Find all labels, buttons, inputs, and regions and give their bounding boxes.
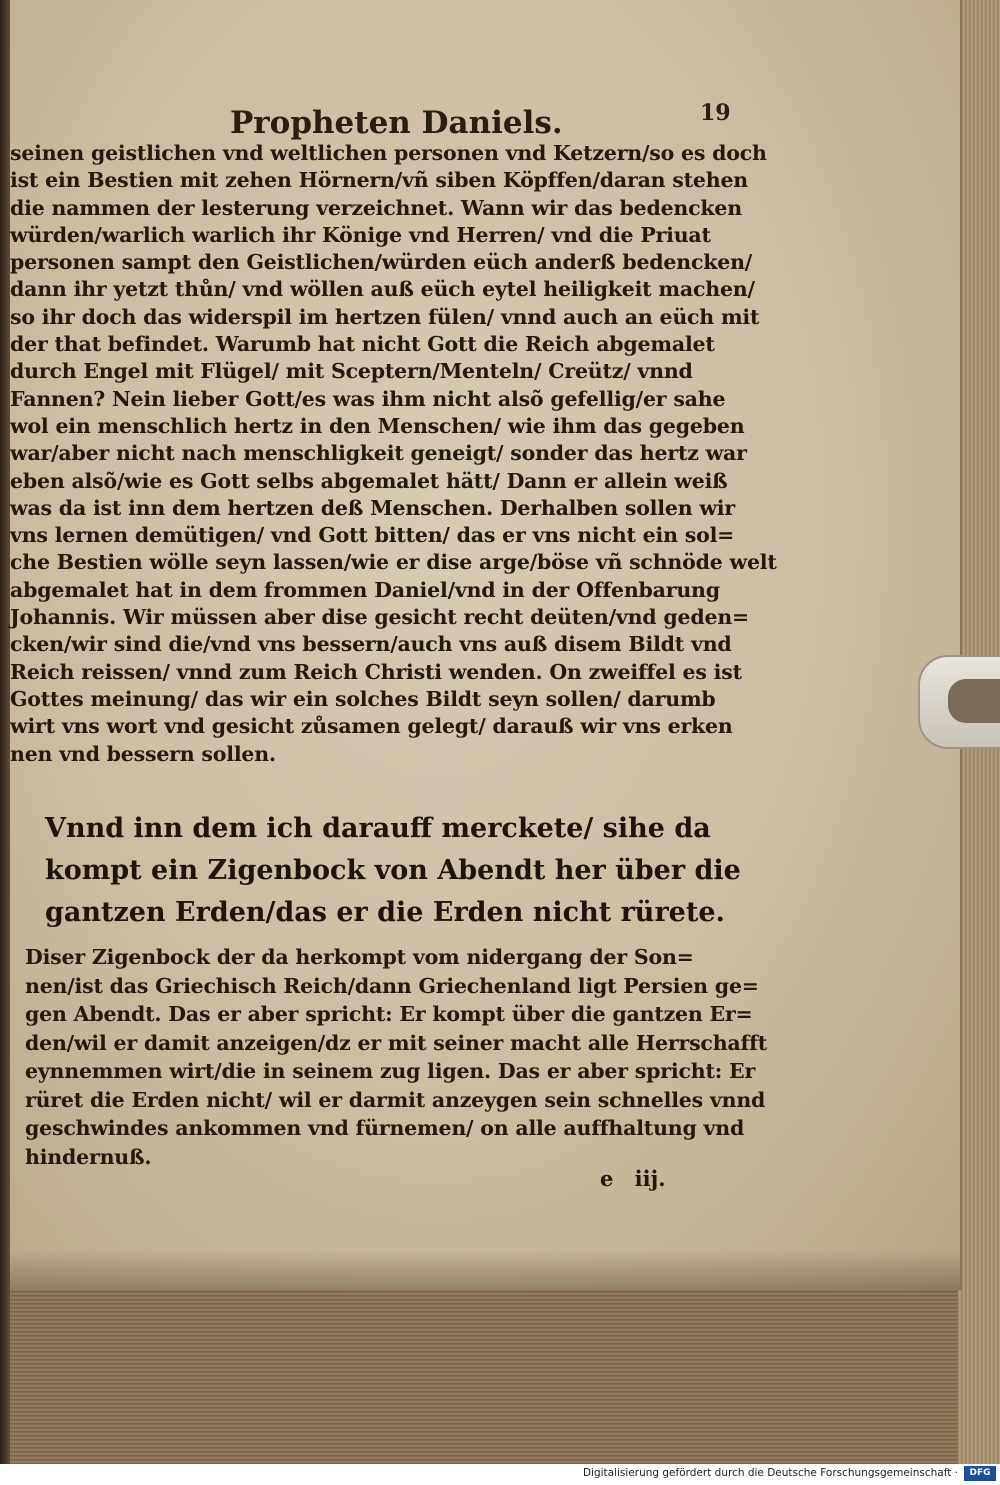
folio-number: 19 bbox=[700, 100, 731, 126]
commentary-line: den/wil er damit anzeigen/dz er mit seiner macht alle Herrschafft bbox=[25, 1030, 768, 1055]
commentary-paragraph bbox=[25, 943, 768, 1171]
dfg-logo: DFG bbox=[964, 1466, 996, 1481]
body-line: so ihr doch das widerspil im hertzen fülen/ vnnd auch an eüch mit bbox=[10, 304, 760, 329]
page-shadow bbox=[10, 1250, 960, 1290]
body-line: personen sampt den Geistlichen/würden eüch anderß bedencken/ bbox=[10, 250, 753, 275]
verse-line: Vnnd inn dem ich darauff merckete/ sihe da bbox=[45, 813, 711, 844]
body-paragraph bbox=[10, 140, 777, 768]
body-line: dann ihr yetzt thůn/ vnd wöllen auß eüch eytel heiligkeit machen/ bbox=[10, 277, 755, 302]
commentary-line: nen/ist das Griechisch Reich/dann Griechenland ligt Persien ge= bbox=[25, 973, 759, 998]
body-line: Johannis. Wir müssen aber dise gesicht recht deüten/vnd geden= bbox=[10, 605, 750, 630]
page-stack-bottom bbox=[10, 1288, 1000, 1464]
signature-mark: e iij. bbox=[600, 1166, 666, 1191]
footer-credit: Digitalisierung gefördert durch die Deutsche Forschungsgemeinschaft · bbox=[582, 1467, 958, 1479]
body-line: Fannen? Nein lieber Gott/es was ihm nicht alsõ gefellig/er sahe bbox=[10, 386, 726, 411]
body-line: Gottes meinung/ das wir ein solches Bildt seyn sollen/ darumb bbox=[10, 686, 716, 711]
verse-line: kompt ein Zigenbock von Abendt her über die bbox=[45, 855, 741, 886]
body-line: che Bestien wölle seyn lassen/wie er dise arge/böse vñ schnöde welt bbox=[10, 550, 777, 575]
body-line: cken/wir sind die/vnd vns bessern/auch vns auß disem Bildt vnd bbox=[10, 632, 732, 657]
body-line: seinen geistlichen vnd weltlichen personen vnd Ketzern/so es doch bbox=[10, 141, 767, 165]
commentary-line: gen Abendt. Das er aber spricht: Er kompt über die gantzen Er= bbox=[25, 1002, 753, 1026]
body-line: der that befindet. Warumb hat nicht Gott die Reich abgemalet bbox=[10, 332, 715, 357]
body-line: durch Engel mit Flügel/ mit Sceptern/Menteln/ Creütz/ vnnd bbox=[10, 359, 693, 384]
body-line: vns lernen demütigen/ vnd Gott bitten/ das er vns nicht ein sol= bbox=[10, 523, 735, 548]
running-head: Propheten Daniels. bbox=[230, 105, 563, 141]
commentary-line: eynnemmen wirt/die in seinem zug ligen. Das er aber spricht: Er bbox=[25, 1059, 756, 1083]
commentary-line: rüret die Erden nicht/ wil er darmit anzeygen sein schnelles vnnd bbox=[25, 1087, 766, 1112]
body-line: Reich reissen/ vnnd zum Reich Christi wenden. On zweiffel es ist bbox=[10, 659, 742, 684]
scripture-verse bbox=[45, 808, 741, 934]
verse-line: gantzen Erden/das er die Erden nicht rürete. bbox=[45, 897, 725, 928]
body-line: ist ein Bestien mit zehen Hörnern/vñ siben Köpffen/daran stehen bbox=[10, 168, 748, 193]
body-line: eben alsõ/wie es Gott selbs abgemalet hätt/ Dann er allein weiß bbox=[10, 468, 728, 493]
body-line: wirt vns wort vnd gesicht zůsamen gelegt/ darauß wir vns erken bbox=[10, 714, 733, 739]
commentary-line: hindernuß. bbox=[25, 1144, 152, 1169]
book-clamp-inner bbox=[948, 679, 1000, 723]
body-line: nen vnd bessern sollen. bbox=[10, 741, 276, 766]
body-line: abgemalet hat in dem frommen Daniel/vnd in der Offenbarung bbox=[10, 577, 720, 602]
body-line: würden/warlich warlich ihr Könige vnd Herren/ vnd die Priuat bbox=[10, 222, 711, 247]
body-line: die nammen der lesterung verzeichnet. Wann wir das bedencken bbox=[10, 195, 742, 220]
book-clamp bbox=[918, 655, 1000, 749]
commentary-line: geschwindes ankommen vnd fürnemen/ on alle auffhaltung vnd bbox=[25, 1116, 745, 1140]
body-line: wol ein menschlich hertz in den Menschen/ wie ihm das gegeben bbox=[10, 413, 745, 438]
commentary-line: Diser Zigenbock der da herkompt vom nidergang der Son= bbox=[25, 945, 694, 969]
body-line: war/aber nicht nach menschligkeit geneigt/ sonder das hertz war bbox=[10, 441, 747, 466]
body-line: was da ist inn dem hertzen deß Menschen. Derhalben sollen wir bbox=[10, 495, 735, 520]
